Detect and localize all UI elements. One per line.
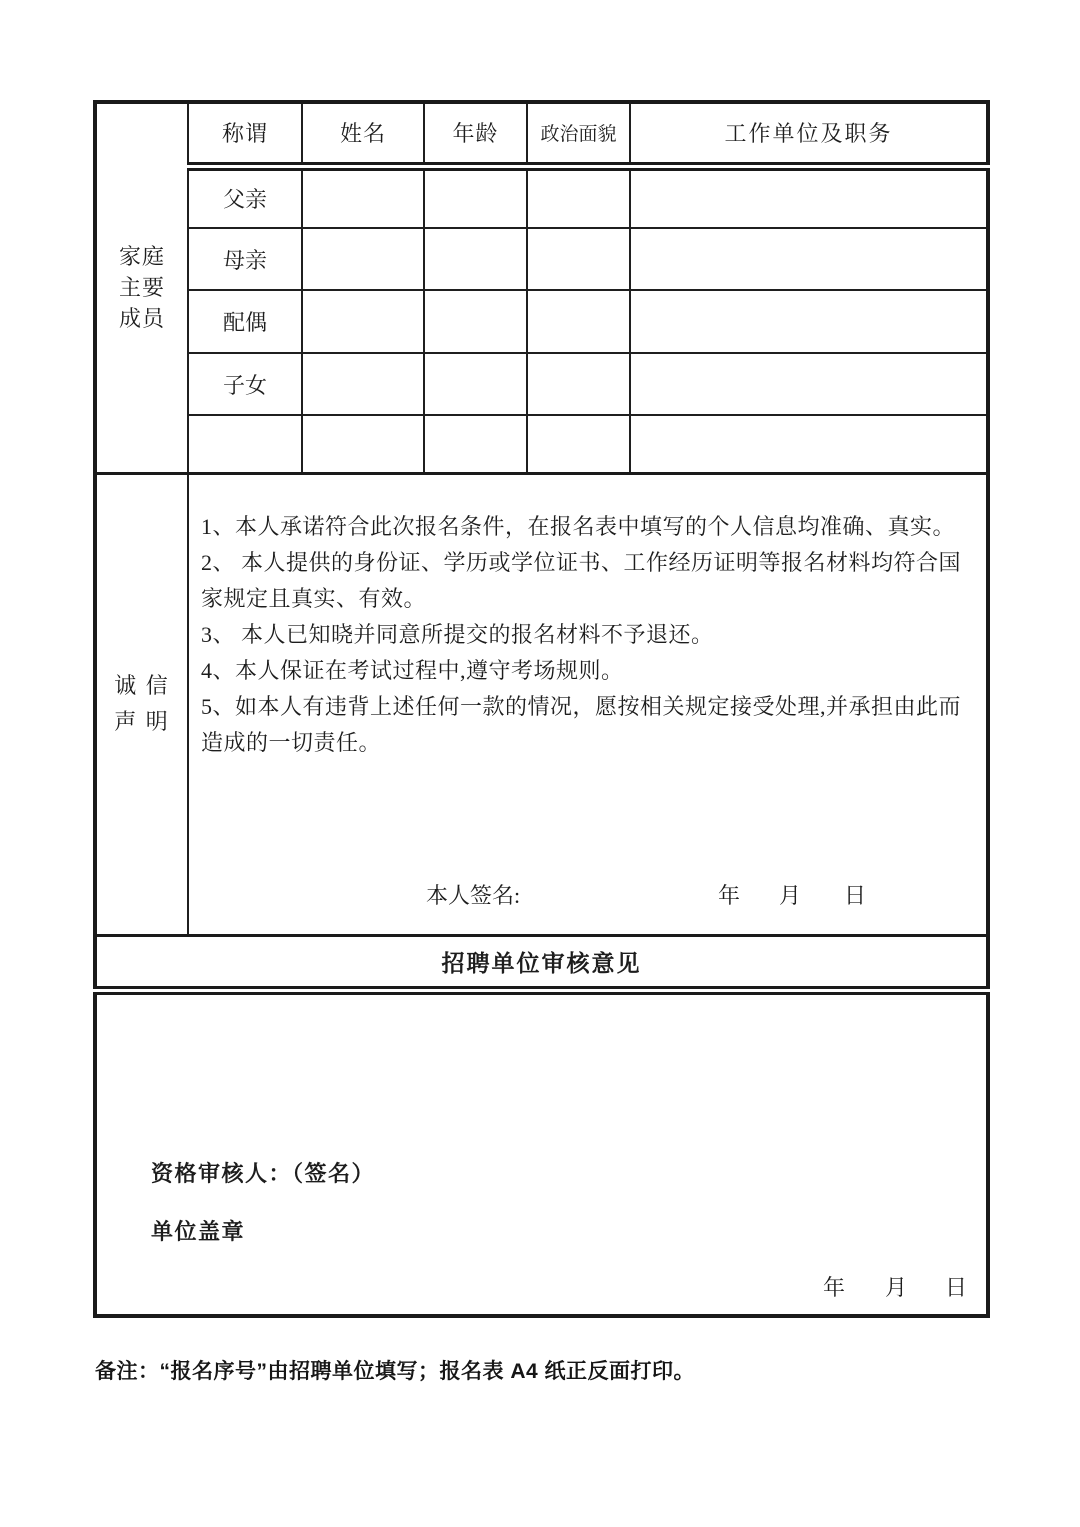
remarks-note: 备注：“报名序号”由招聘单位填写；报名表 A4 纸正反面打印。 — [95, 1360, 696, 1383]
unit-seal-label: 单位盖章 — [151, 1218, 246, 1244]
family-label-line: 主要 — [118, 275, 165, 301]
col-header-name: 姓名 — [302, 102, 424, 166]
row-label-empty — [188, 415, 302, 473]
signature-date-year: 年 — [718, 882, 741, 908]
cell-mother-age — [424, 228, 527, 290]
cell-empty-age — [424, 415, 527, 473]
declaration-item-4: 4、本人保证在考试过程中,遵守考场规则。 — [201, 657, 624, 683]
declaration-item-3: 3、 本人已知晓并同意所提交的报名材料不予退还。 — [201, 621, 714, 647]
cell-children-work — [630, 353, 988, 415]
cell-mother-work — [630, 228, 988, 290]
review-section-header: 招聘单位审核意见 — [95, 935, 988, 990]
review-header-row — [95, 935, 988, 990]
cell-spouse-political — [527, 290, 630, 353]
application-form-table — [93, 100, 990, 1318]
cell-children-age — [424, 353, 527, 415]
cell-empty-name — [302, 415, 424, 473]
signature-label: 本人签名: — [426, 882, 521, 908]
cell-mother-political — [527, 228, 630, 290]
declaration-item-1: 1、本人承诺符合此次报名条件，在报名表中填写的个人信息均准确、真实。 — [201, 513, 956, 539]
cell-empty-political — [527, 415, 630, 473]
review-box-row — [95, 990, 988, 1316]
family-row-mother — [95, 228, 988, 290]
cell-father-age — [424, 166, 527, 228]
cell-father-political — [527, 166, 630, 228]
family-label-line: 家庭 — [118, 244, 165, 270]
integrity-declaration-cell — [188, 473, 988, 935]
signature-line — [189, 879, 986, 909]
signature-date-day: 日 — [844, 882, 867, 908]
cell-spouse-age — [424, 290, 527, 353]
family-row-empty — [95, 415, 988, 473]
cell-mother-name — [302, 228, 424, 290]
declaration-item-2: 2、 本人提供的身份证、学历或学位证书、工作经历证明等报名材料均符合国家规定且真实、有效。 — [201, 549, 962, 611]
integrity-row — [95, 473, 988, 935]
review-date-day: 日 — [945, 1274, 968, 1300]
cell-children-name — [302, 353, 424, 415]
row-label-father: 父亲 — [188, 166, 302, 228]
signature-date-month: 月 — [779, 882, 802, 908]
col-header-political-status: 政治面貌 — [527, 102, 630, 166]
family-header-row — [95, 102, 988, 166]
review-date-year: 年 — [823, 1274, 846, 1300]
col-header-age: 年龄 — [424, 102, 527, 166]
review-box-cell — [95, 990, 988, 1316]
col-header-title: 称谓 — [188, 102, 302, 166]
row-label-mother: 母亲 — [188, 228, 302, 290]
cell-spouse-work — [630, 290, 988, 353]
cell-father-name — [302, 166, 424, 228]
family-row-father — [95, 166, 988, 228]
cell-empty-work — [630, 415, 988, 473]
reviewer-signature-label: 资格审核人：（签名） — [151, 1160, 376, 1186]
integrity-section-label — [95, 473, 188, 935]
col-header-work-unit: 工作单位及职务 — [630, 102, 988, 166]
cell-children-political — [527, 353, 630, 415]
family-section-label — [95, 102, 188, 473]
family-row-children — [95, 353, 988, 415]
review-date-month: 月 — [885, 1274, 908, 1300]
integrity-label-line: 诚 信 — [114, 673, 170, 698]
cell-father-work — [630, 166, 988, 228]
family-row-spouse — [95, 290, 988, 353]
cell-spouse-name — [302, 290, 424, 353]
integrity-label-line: 声 明 — [114, 709, 170, 734]
row-label-children: 子女 — [188, 353, 302, 415]
row-label-spouse: 配偶 — [188, 290, 302, 353]
family-label-line: 成员 — [118, 306, 165, 332]
declaration-item-5: 5、如本人有违背上述任何一款的情况，愿按相关规定接受处理,并承担由此而造成的一切责任。 — [201, 693, 962, 755]
